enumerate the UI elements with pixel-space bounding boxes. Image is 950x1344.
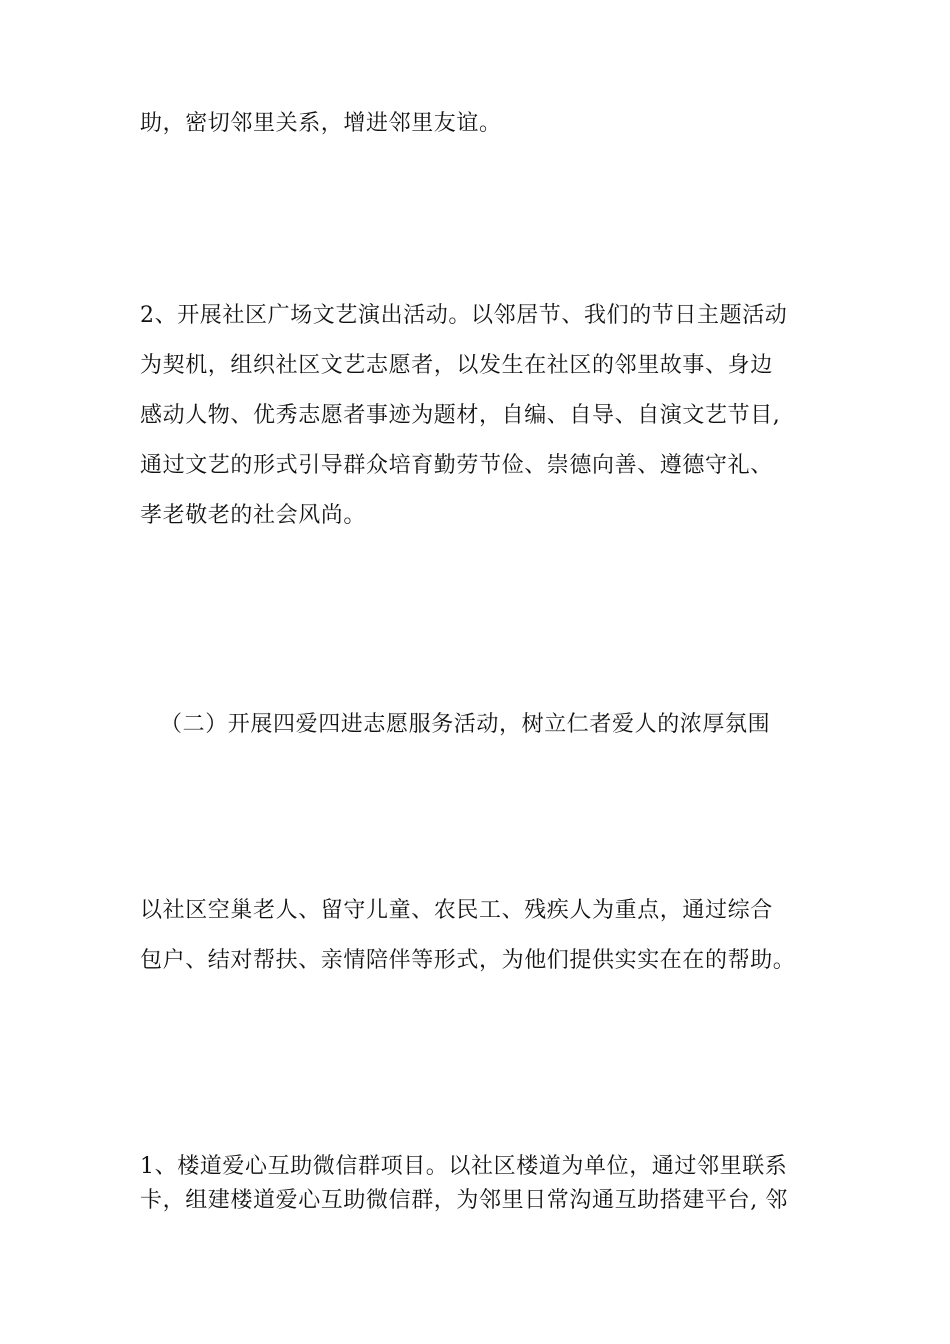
- text-line: 孝老敬老的社会风尚。: [140, 503, 367, 528]
- paragraph-focus-groups: [140, 886, 812, 986]
- section-heading: [160, 700, 832, 750]
- text-line: 2、开展社区广场文艺演出活动。以邻居节、我们的节日主题活动: [140, 303, 788, 328]
- heading-line: （二）开展四爱四进志愿服务活动，树立仁者爱人的浓厚氛围: [160, 712, 771, 737]
- paragraph-closing-text: [140, 99, 812, 149]
- paragraph-wechat-project: [140, 1150, 812, 1218]
- text-line: 为契机，组织社区文艺志愿者，以发生在社区的邻里故事、身边: [140, 353, 773, 378]
- text-line: 助，密切邻里关系，增进邻里友谊。: [140, 111, 502, 136]
- text-line: 通过文艺的形式引导群众培育勤劳节俭、崇德向善、遵德守礼、: [140, 453, 773, 478]
- paragraph-performance-activity: [140, 291, 812, 541]
- text-line: 以社区空巢老人、留守儿童、农民工、残疾人为重点，通过综合: [140, 898, 773, 923]
- text-line: 1、楼道爱心互助微信群项目。以社区楼道为单位，通过邻里联系: [140, 1154, 788, 1179]
- text-line: 包户、结对帮扶、亲情陪伴等形式，为他们提供实实在在的帮助。: [140, 948, 796, 973]
- text-line: 卡，组建楼道爱心互助微信群，为邻里日常沟通互助搭建平台, 邻: [140, 1188, 788, 1213]
- text-line: 感动人物、优秀志愿者事迹为题材，自编、自导、自演文艺节目,: [140, 403, 781, 428]
